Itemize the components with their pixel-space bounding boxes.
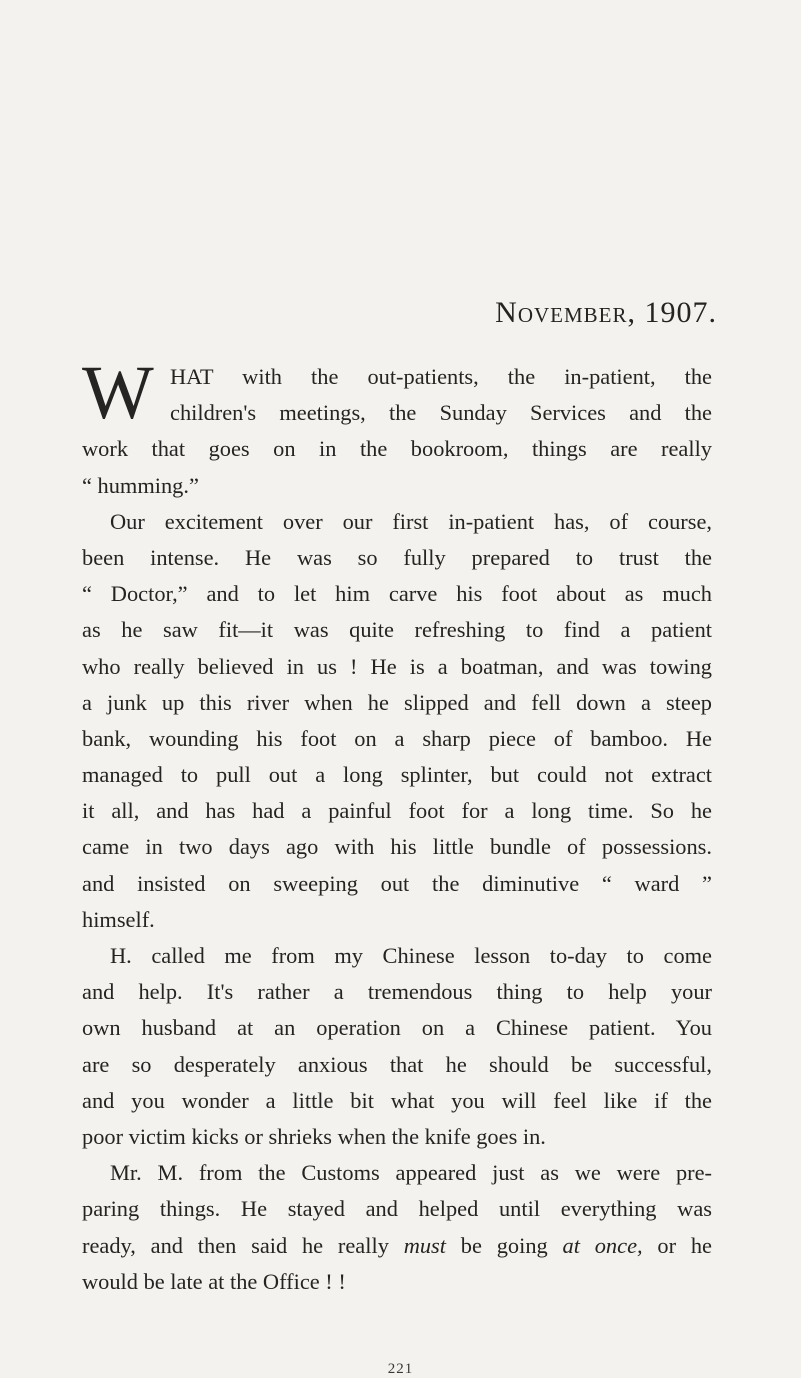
text-line: are so desperately anxious that he should be successful, (82, 1051, 712, 1077)
text-span: be going (446, 1232, 563, 1258)
text-line: bank, wounding his foot on a sharp piece of bamboo. He (82, 725, 712, 751)
drop-cap: W (82, 351, 154, 435)
emphasis-at-once: at once, (562, 1232, 643, 1258)
text-line: and help. It's rather a tremendous thing to help your (82, 979, 712, 1005)
page-number: 221 (387, 1361, 414, 1377)
text-line: H. called me from my Chinese lesson to-day to come (110, 943, 712, 968)
chapter-heading: November, 1907. (495, 296, 717, 329)
text-line: a junk up this river when he slipped and fell down a steep (82, 689, 712, 715)
text-line: and you wonder a little bit what you will feel like if the (82, 1087, 712, 1113)
text-line: been intense. He was so fully prepared to trust the (82, 544, 712, 570)
text-span: ready, and then said he really (82, 1232, 404, 1258)
emphasis-must: must (403, 1232, 446, 1258)
text-line: Our excitement over our first in-patient has, of course, (110, 508, 712, 534)
text-line: came in two days ago with his little bundle of possessions. (82, 834, 712, 860)
text-line: and insisted on sweeping out the diminutive “ ward ” (82, 870, 712, 896)
text-line: “ Doctor,” and to let him carve his foot about as much (82, 581, 712, 607)
text-line-content: with the out-patients, the in-patient, the (213, 364, 712, 389)
text-line: who really believed in us ! He is a boatman, and was towing (82, 653, 712, 679)
text-line: Mr. M. from the Customs appeared just as we were pre- (110, 1160, 712, 1186)
text-line: children's meetings, the Sunday Services and the (170, 400, 712, 426)
text-line: work that goes on in the bookroom, things are really (82, 436, 712, 462)
text-line (82, 359, 712, 395)
text-line: would be late at the Office ! ! (82, 1268, 346, 1294)
text-line (82, 1228, 712, 1264)
text-line: himself. (82, 906, 155, 932)
text-span: or he (642, 1232, 712, 1258)
text-line: managed to pull out a long splinter, but could not extract (82, 762, 712, 788)
text-line: as he saw fit—it was quite refreshing to find a patient (82, 617, 712, 643)
text-line: “ humming.” (82, 472, 199, 498)
text-line: poor victim kicks or shrieks when the knife goes in. (82, 1123, 546, 1149)
text-line: own husband at an operation on a Chinese patient. You (82, 1015, 712, 1041)
first-word-rest: HAT (170, 364, 214, 389)
text-line: it all, and has had a painful foot for a long time. So he (82, 798, 712, 824)
text-line: paring things. He stayed and helped until everything was (82, 1196, 712, 1222)
body-text (82, 351, 712, 1300)
